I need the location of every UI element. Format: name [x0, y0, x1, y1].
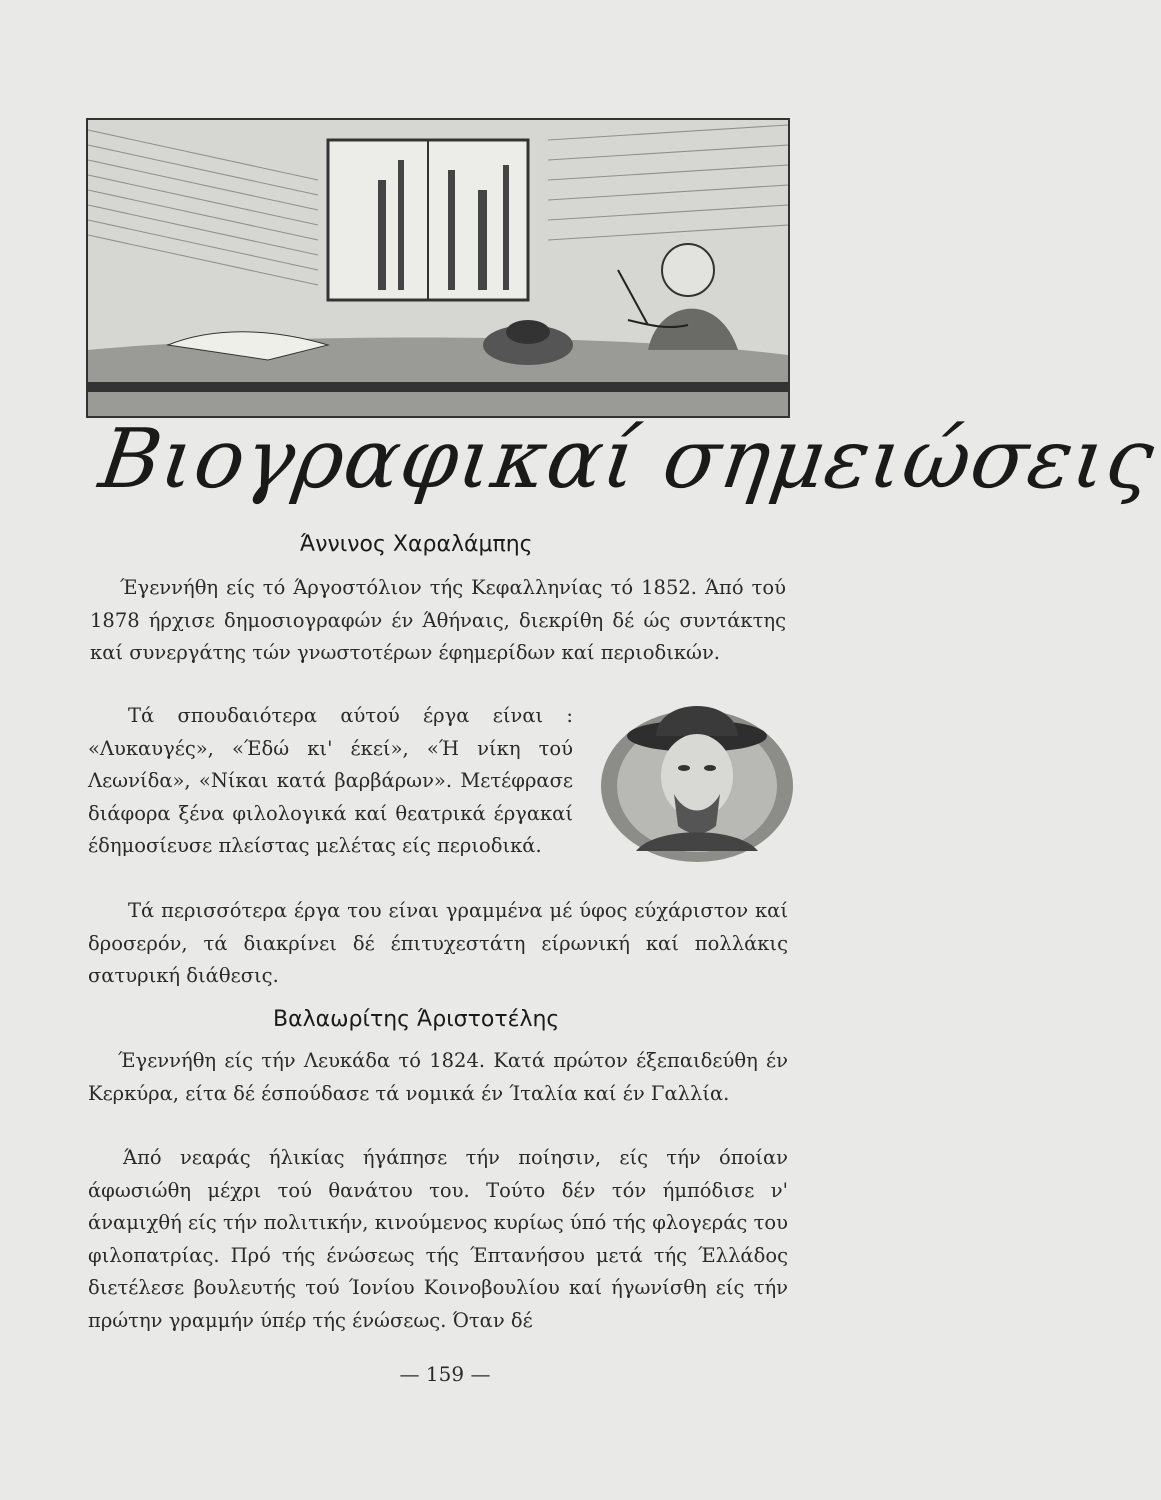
portrait-illustration — [596, 676, 798, 866]
section-heading-valaoritis: Βαλαωρίτης Άριστοτέλης — [273, 1007, 560, 1032]
page-number — [385, 1362, 505, 1386]
paragraph: Έγεννήθη είς τήν Λευκάδα τό 1824. Κατά πρώτον έξεπαιδεύθη έν Κερκύρα, είτα δέ έσπούδασε τά νομικά έν Ίταλία καί έν Γαλλία. — [88, 1049, 788, 1105]
paragraph: Έγεννήθη είς τό Άργοστόλιον τής Κεφαλληνίας τό 1852. Άπό τού 1878 ήρχισε δημοσιογραφών έν Άθήναις, διεκρίθη δέ ώς συντάκτης καί συνεργάτης τών γνωστοτέρων έφημερίδων καί περιοδικών. — [90, 576, 786, 664]
page-number-value: 159 — [425, 1362, 465, 1386]
dash: — — [470, 1362, 491, 1386]
paragraph: Τά σπουδαιότερα αύτού έργα είναι : «Λυκαυγές», «Έδώ κι' έκεί», «Ή νίκη τού Λεωνίδα», «Νίκαι κατά βαρβάρων». Μετέφρασε διάφορα ξένα φιλολογικά καί θεατρικά έργακαί έδημοσίευσε πλείστας μελέτας είς περιοδικά. — [88, 704, 573, 857]
section-title-script: Βιογραφικαί σημειώσεις — [94, 412, 1161, 507]
paragraph: Άπό νεαράς ήλικίας ήγάπησε τήν ποίησιν, είς τήν όποίαν άφωσιώθη μέχρι τού θανάτου του. Τούτο δέν τόν ήμπόδισε ν' άναμιχθή είς τήν πολιτικήν, κινούμενος κυρίως ύπό τής φλογεράς του φιλοπατρίας. Πρό τής ένώσεως τής Έπτανήσου μετά τής Έλλάδος διετέλεσε βουλευτής τού Ίονίου Κοινοβουλίου καί ήγωνίσθη είς τήν πρώτην γραμμήν ύπέρ τής ένώσεως. Όταν δέ — [88, 1146, 788, 1332]
author-portrait — [596, 676, 798, 866]
header-engraving — [86, 118, 790, 418]
study-engraving-illustration — [88, 120, 788, 416]
dash: — — [399, 1362, 420, 1386]
section-heading-anninos: Άννινος Χαραλάμπης — [300, 532, 533, 557]
paragraph: Τά περισσότερα έργα του είναι γραμμένα μέ ύφος εύχάριστον καί δροσερόν, τά διακρίνει δέ έπιτυχεστάτη είρωνική καί πολλάκις σατυρική διάθεσις. — [88, 899, 788, 987]
